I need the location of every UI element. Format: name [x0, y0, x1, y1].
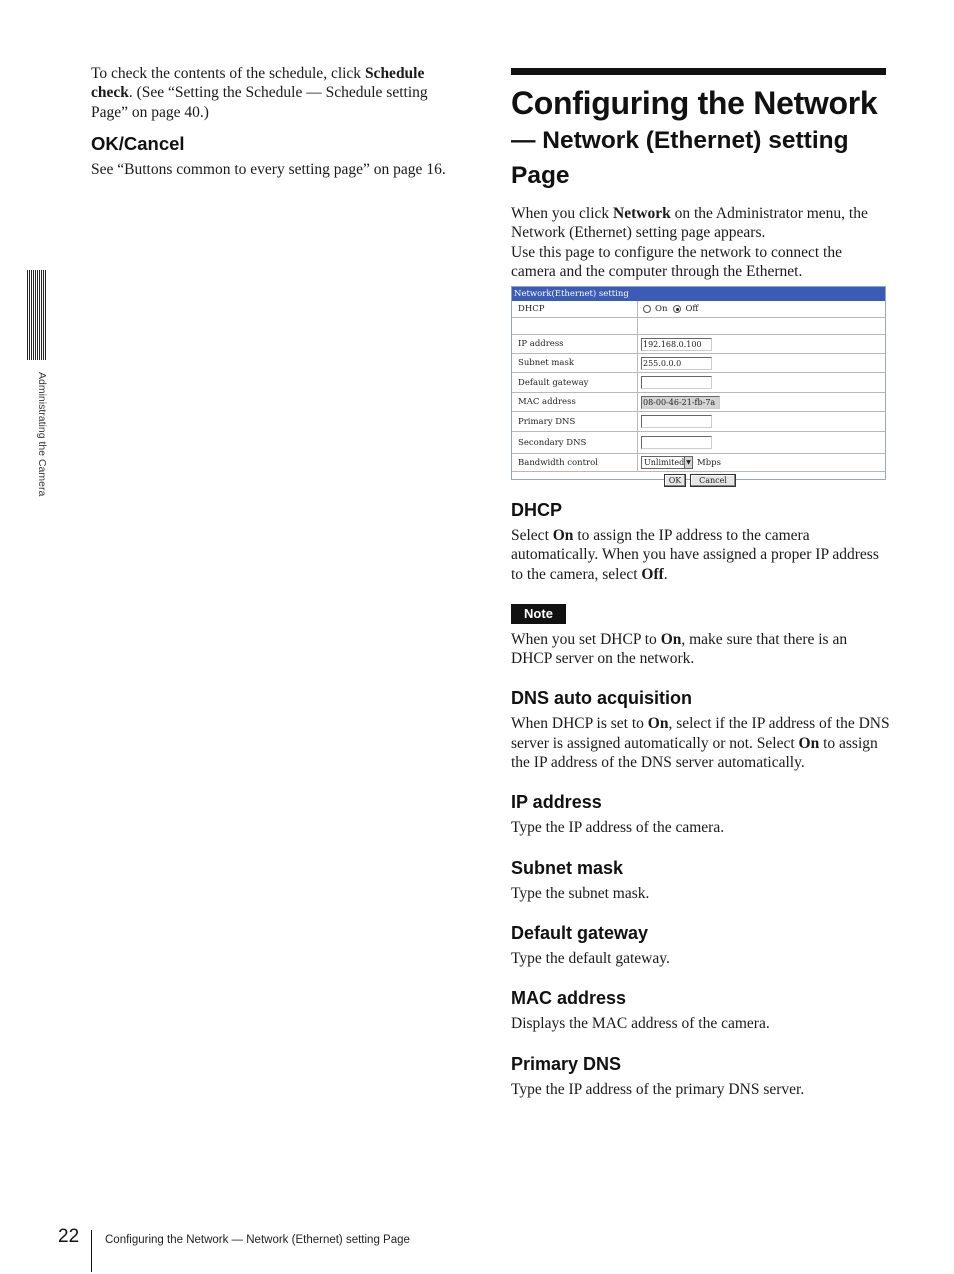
section-subtitle: — Network (Ethernet) setting Page	[511, 127, 849, 189]
thumb-tab-bars	[27, 270, 47, 360]
ip-address-field[interactable]: 192.168.0.100	[641, 338, 712, 351]
dhcp-off-radio[interactable]	[673, 305, 681, 313]
intro-text-2: . (See “Setting the Schedule — Schedule setting Page” on page 40.)	[91, 84, 428, 121]
note-on-term: On	[660, 630, 682, 648]
mac-address-label: MAC address	[512, 393, 638, 411]
bandwidth-cell	[638, 454, 885, 471]
default-gateway-cell	[638, 373, 885, 392]
section-intro-2: Use this page to configure the network to connect the camera and the computer through the Ethernet.	[511, 243, 842, 280]
side-chapter-label: Administrating the Camera	[36, 372, 48, 497]
left-column	[91, 64, 466, 179]
mac-address-heading: MAC address	[511, 988, 627, 1009]
subnet-mask-cell	[638, 354, 885, 372]
mac-address-description: Displays the MAC address of the camera.	[511, 1015, 770, 1033]
default-gateway-label: Default gateway	[512, 373, 638, 392]
schedule-check-paragraph	[91, 64, 466, 122]
note-text-1: When you set DHCP to	[511, 630, 661, 648]
note-block	[511, 604, 891, 624]
secondary-dns-field[interactable]	[641, 436, 712, 449]
section-title: Configuring the Network	[511, 85, 878, 121]
blank-value	[638, 318, 885, 334]
primary-dns-label: Primary DNS	[512, 412, 638, 431]
side-thumb-tab	[27, 270, 47, 360]
dhcp-text-2: to assign the IP address to the camera automatically. When you have assigned a proper IP address to the camera, select	[511, 527, 879, 583]
subnet-mask-heading: Subnet mask	[511, 857, 624, 878]
dhcp-label: DHCP	[512, 301, 638, 317]
ip-address-label: IP address	[512, 335, 638, 353]
bandwidth-select[interactable]	[641, 456, 693, 469]
dns-text-2: , select if the IP address of the DNS server is assigned automatically or not. Select	[511, 715, 890, 752]
network-settings-panel	[511, 286, 886, 485]
ok-button[interactable]: OK	[664, 474, 686, 487]
dns-on-term-2: On	[798, 734, 820, 752]
mac-address-row	[512, 393, 885, 412]
note-text	[511, 630, 891, 669]
dns-text-1: When DHCP is set to	[511, 715, 648, 733]
note-badge: Note	[511, 604, 566, 624]
blank-row	[512, 318, 885, 335]
section-intro-1	[511, 204, 887, 243]
ip-address-description: Type the IP address of the camera.	[511, 819, 725, 837]
primary-dns-row	[512, 412, 885, 432]
secondary-dns-label: Secondary DNS	[512, 432, 638, 453]
dhcp-off-label: Off	[685, 304, 699, 314]
dhcp-row	[512, 301, 885, 318]
running-footer: Configuring the Network — Network (Ethernet) setting Page	[105, 1234, 410, 1246]
note-text-2: , make sure that there is an DHCP server on the network.	[511, 630, 848, 668]
default-gateway-field[interactable]	[641, 376, 712, 389]
mac-address-field: 08-00-46-21-fb-7a	[641, 396, 720, 409]
page-number: 22	[58, 1226, 80, 1247]
footer-divider	[91, 1230, 92, 1272]
default-gateway-heading: Default gateway	[511, 922, 649, 943]
bandwidth-label: Bandwidth control	[512, 454, 638, 471]
default-gateway-description: Type the default gateway.	[511, 949, 670, 967]
okcancel-heading: OK/Cancel	[91, 132, 185, 154]
dhcp-on-radio[interactable]	[643, 305, 651, 313]
button-row	[512, 472, 885, 489]
field-descriptions	[511, 500, 891, 1099]
ip-address-row	[512, 335, 885, 354]
chevron-down-icon: ▼	[684, 457, 692, 468]
dhcp-off-term: Off	[641, 565, 664, 583]
mac-address-cell	[638, 393, 885, 411]
cancel-button[interactable]: Cancel	[690, 474, 736, 487]
primary-dns-cell	[638, 412, 885, 431]
dhcp-options	[638, 301, 885, 317]
title-rule	[511, 68, 886, 75]
dns-auto-heading: DNS auto acquisition	[511, 688, 693, 709]
bandwidth-value: Unlimited	[644, 458, 685, 467]
intro-text: To check the contents of the schedule, click	[91, 65, 365, 82]
secondary-dns-row	[512, 432, 885, 454]
primary-dns-description: Type the IP address of the primary DNS server.	[511, 1080, 805, 1098]
panel-titlebar: Network(Ethernet) setting	[512, 287, 885, 301]
dhcp-text-1: Select	[511, 527, 553, 544]
subnet-mask-description: Type the subnet mask.	[511, 884, 650, 902]
subnet-mask-row	[512, 354, 885, 373]
ip-address-cell	[638, 335, 885, 353]
secondary-dns-cell	[638, 432, 885, 453]
network-term: Network	[613, 205, 671, 222]
primary-dns-field[interactable]	[641, 415, 712, 428]
dhcp-on-term: On	[552, 527, 574, 544]
dns-auto-description	[511, 714, 891, 772]
section-header	[511, 68, 887, 281]
bandwidth-unit: Mbps	[697, 457, 721, 468]
ip-address-heading: IP address	[511, 792, 602, 813]
dhcp-description	[511, 526, 891, 584]
subnet-mask-label: Subnet mask	[512, 354, 638, 372]
subnet-mask-field[interactable]: 255.0.0.0	[641, 357, 712, 370]
dns-on-term: On	[647, 715, 669, 733]
intro1-text: When you click	[511, 205, 614, 222]
dns-text-3: to assign the IP address of the DNS server automatically.	[511, 734, 878, 772]
blank-label	[512, 318, 638, 334]
dhcp-heading: DHCP	[511, 500, 563, 520]
default-gateway-row	[512, 373, 885, 393]
dhcp-on-label: On	[655, 304, 668, 314]
primary-dns-heading: Primary DNS	[511, 1053, 622, 1074]
intro1-text-2: on the Administrator menu, the Network (Ethernet) setting page appears.	[511, 205, 868, 242]
okcancel-text: See “Buttons common to every setting page” on page 16.	[91, 160, 446, 178]
bandwidth-row	[512, 454, 885, 472]
dhcp-text-3: .	[663, 565, 668, 583]
schedule-check-term: Schedule check	[91, 65, 425, 102]
